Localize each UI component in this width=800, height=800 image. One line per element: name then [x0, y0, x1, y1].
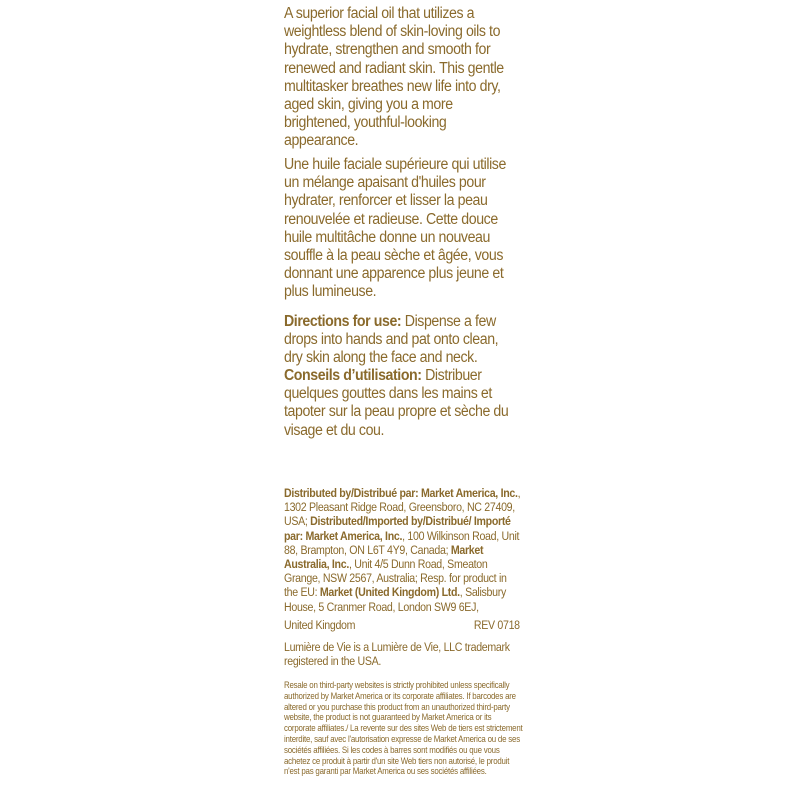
distributor-us-address: , 1302 Pleasant Ridge Road, Greensboro, NC 27409, USA; [284, 486, 521, 529]
distributor-uk-address: , Salisbury House, 5 Cranmer Road, London SW9 6EJ, [284, 585, 506, 614]
distributor-australia-label: Market Australia, Inc. [284, 542, 484, 572]
distribution-last-line [284, 618, 520, 632]
distributor-uk-label: Market (United Kingdom) Ltd. [319, 585, 460, 600]
directions-french-label: Conseils d’utilisation: [284, 367, 422, 384]
distributor-australia-address: , Unit 4/5 Dunn Road, Smeaton Grange, NSW 2567, Australia; Resp. for product in the EU: [284, 557, 507, 600]
directions-english-label: Directions for use: [284, 313, 402, 330]
description-english: A superior facial oil that utilizes a weightless blend of skin-loving oils to hydrate, strengthen and smooth for renewed and radiant skin. This gentle multitasker breathes new life into dry, aged skin, giving you a more brightened, youthful-looking appearance. [284, 5, 504, 150]
directions-french [284, 367, 520, 440]
distribution-info [284, 486, 521, 614]
distributor-canada-address: , 100 Wilkinson Road, Unit 88, Brampton, ON L6T 4Y9, Canada; [284, 528, 520, 557]
trademark-notice: Lumière de Vie is a Lumière de Vie, LLC trademark registered in the USA. [284, 640, 510, 669]
resale-notice: Resale on third-party websites is strictly prohibited unless specifically authorized by Market America or its corporate affiliates. If barcodes are altered or you purchase this product from an unauthorized third-party website, the product is not guaranteed by Market America or its corporate affiliates./ La revente sur des sites Web de tiers est strictement interdite, sauf avec l'autorisation expresse de Market America ou de ses sociétés affiliées. Si les codes à barres sont modifiés ou que vous achetez ce produit à partir d'un site Web tiers non autorisé, le produit n'est pas garanti par Market America ou ses sociétés affiliées. [284, 680, 523, 777]
revision-code: REV 0718 [474, 618, 520, 632]
directions-french-text: Distribuer quelques gouttes dans les mains et tapoter sur la peau propre et sèche du visage et du cou. [284, 367, 509, 439]
distributor-us-label: Distributed by/Distribué par: Market America, Inc. [284, 486, 518, 500]
description-french: Une huile faciale supérieure qui utilise un mélange apaisant d'huiles pour hydrater, renforcer et lisser la peau renouvelée et radieuse. Cette douce huile multitâche donne un nouveau souffle à la peau sèche et âgée, vous donnant une apparence plus jeune et plus lumineuse. [284, 156, 506, 301]
distributor-canada-label: Distributed/Imported by/Distribué/ Importé par: Market America, Inc. [284, 514, 511, 543]
uk-country: United Kingdom [284, 618, 356, 632]
directions-english [284, 313, 520, 368]
directions-english-text: Dispense a few drops into hands and pat onto clean, dry skin along the face and neck. [284, 313, 499, 367]
